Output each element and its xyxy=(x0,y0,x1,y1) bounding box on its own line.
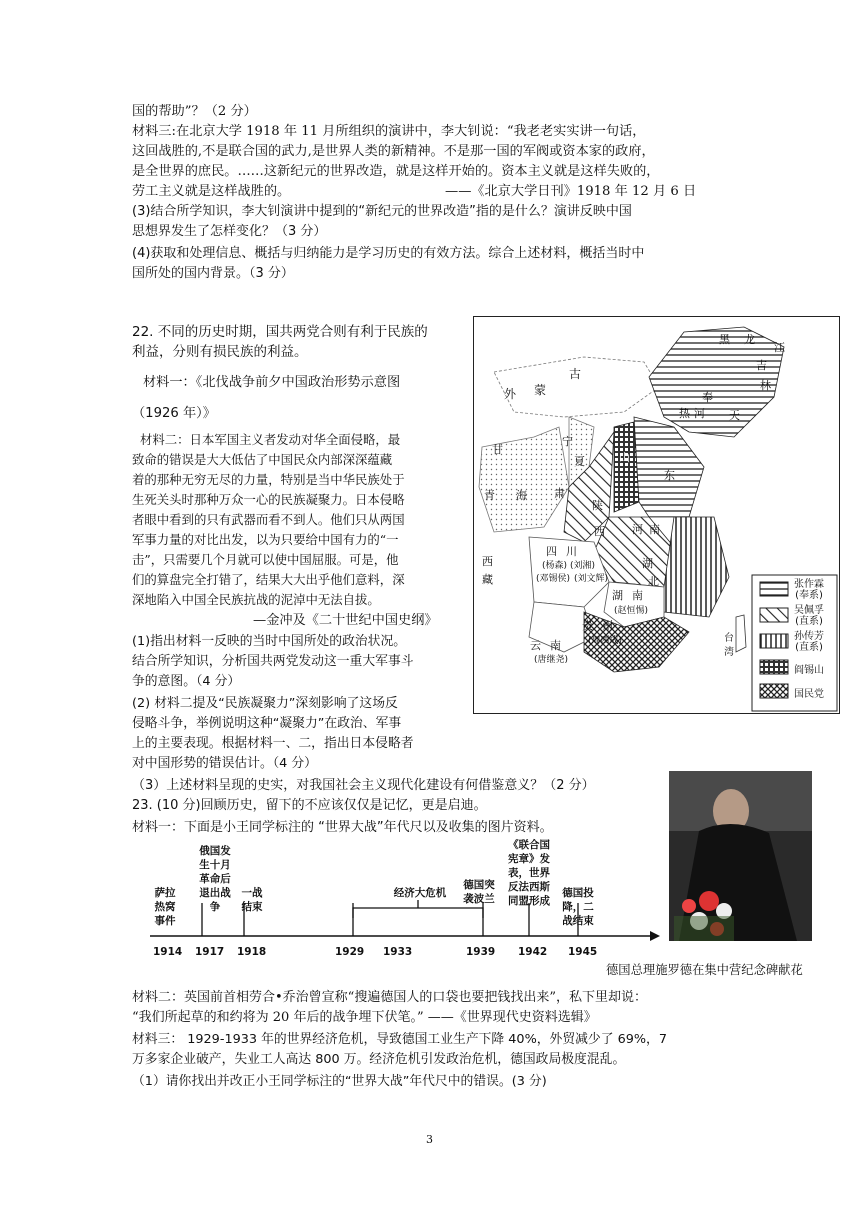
warlord-label: (唐继尧) xyxy=(534,655,569,665)
legend-sub: (奉系) xyxy=(795,590,823,601)
timeline-event: 《联合国宪章》发表，世界反法西斯同盟形成 xyxy=(508,839,550,907)
timeline-year: 1945 xyxy=(568,946,598,958)
m2-line: 材料二：日本军国主义者发动对华全面侵略，最 xyxy=(140,432,401,447)
map-label: 奉 xyxy=(702,391,713,404)
legend-name: 孙传芳 xyxy=(794,631,824,642)
legend-name: 吴佩孚 xyxy=(794,605,824,616)
timeline-event: 俄国发生十月革命后退出战争 xyxy=(199,845,231,913)
legend-entry xyxy=(794,605,824,627)
map-label: 江 xyxy=(774,341,785,354)
map-label: 西 xyxy=(594,525,605,538)
q22-q2-line3: 上的主要表现。根据材料一、二，指出日本侵略者 xyxy=(132,736,414,751)
material3-line2: 这回战胜的,不是联合国的武力,是世界人类的新精神。不是那一国的军阀或资本家的政府， xyxy=(132,144,655,159)
map-label: 云 xyxy=(530,639,541,652)
warlord-label: (刘湘) xyxy=(570,561,596,571)
map-label: 南 xyxy=(649,523,660,536)
q22-material2-source: —金冲及《二十世纪中国史纲》 xyxy=(253,613,438,628)
material3-line1: 材料三:在北京大学 1918 年 11 月所组织的演讲中，李大钊说：“我老老实实讲一句话， xyxy=(132,124,646,139)
legend-sub: (直系) xyxy=(795,642,823,653)
china-1926-map xyxy=(473,316,840,714)
map-label: 外 xyxy=(504,387,517,401)
legend-sub: (直系) xyxy=(795,616,823,627)
q23-material3-line2: 万多家企业破产，失业工人高达 800 万。经济危机引发政治危机，德国政局极度混乱。 xyxy=(132,1052,626,1067)
m2-line: 击”，只需要几个月就可以使中国屈服。可是，他 xyxy=(132,552,399,567)
m2-line: 深地陷入中国全民族抗战的泥淖中无法自拔。 xyxy=(132,592,380,607)
q23-material2-line2: “我们所起草的和约将为 20 年后的战争埋下伏笔。” ——《世界现代史资料选辑》 xyxy=(132,1010,597,1025)
q23-material1: 材料一：下面是小王同学标注的 “世界大战”年代尺以及收集的图片资料。 xyxy=(132,820,553,835)
timeline-event: 一战结束 xyxy=(241,887,263,913)
legend-name: 国民党 xyxy=(794,689,824,700)
map-label: 山 xyxy=(619,451,630,464)
map-label: 夏 xyxy=(574,455,585,468)
legend-name: 张作霖 xyxy=(794,579,824,590)
timeline-year: 1914 xyxy=(153,946,183,958)
timeline-year: 1929 xyxy=(335,946,365,958)
q22-q1-line1: (1)指出材料一反映的当时中国所处的政治状况。 xyxy=(132,634,407,649)
q23-q1: （1）请你找出并改正小王同学标注的“世界大战”年代尺中的错误。(3 分) xyxy=(132,1074,547,1089)
map-label: 河 xyxy=(632,523,643,536)
warlord-label: (赵恒惕) xyxy=(614,606,649,616)
m2-line: 生死关头时那种万众一心的民族凝聚力。日本侵略 xyxy=(132,492,405,507)
q21-4-line1: (4)获取和处理信息、概括与归纳能力是学习历史的有效方法。综合上述材料，概括当时中 xyxy=(132,246,645,261)
warlord-label: (刘文辉) xyxy=(574,574,609,584)
map-label: 黑 xyxy=(719,333,730,346)
timeline-year: 1942 xyxy=(518,946,548,958)
map-label: 天 xyxy=(729,409,740,422)
map-label: 海 xyxy=(516,489,527,502)
map-label: 西 xyxy=(482,555,493,568)
q22-material1-year: （1926 年）》 xyxy=(132,406,216,421)
map-label: 湖 xyxy=(642,557,653,570)
map-label: 贵 xyxy=(582,619,593,632)
map-label: 湖 xyxy=(612,589,623,602)
q21-3-line2: 思想界发生了怎样变化？（3 分） xyxy=(132,224,327,239)
timeline-year: 1933 xyxy=(383,946,413,958)
m2-line: 军事力量的对比出发，以为只要给中国有力的“一 xyxy=(132,532,399,547)
q22-q2-line4: 对中国形势的错误估计。（4 分） xyxy=(132,756,317,771)
q21-4-line2: 国所处的国内背景。（3 分） xyxy=(132,266,294,281)
q23-intro: 23. (10 分)回顾历史，留下的不应该仅仅是记忆，更是启迪。 xyxy=(132,798,487,813)
photo-image xyxy=(669,771,812,941)
q23-material3-line1: 材料三： 1929-1933 年的世界经济危机，导致德国工业生产下降 40%，外贸减少了 69%，7 xyxy=(132,1032,667,1047)
q21-2-tail: 国的帮助”？（2 分） xyxy=(132,104,257,119)
legend-entry xyxy=(794,631,824,653)
timeline-event: 经济大危机 xyxy=(393,887,447,899)
map-label: 北 xyxy=(648,575,659,588)
q22-q2-line1: (2) 材料二提及“民族凝聚力”深刻影响了这场反 xyxy=(132,696,398,711)
m2-line: 们的算盘完全打错了，结果大大出乎他们意料，深 xyxy=(132,572,405,587)
map-svg xyxy=(474,317,839,713)
q22-material1-title: 材料一：《北伐战争前夕中国政治形势示意图 xyxy=(143,375,401,390)
map-label: 甘 xyxy=(492,443,503,456)
map-label: 河 xyxy=(694,407,705,420)
material3-source: ——《北京大学日刊》1918 年 12 月 6 日 xyxy=(445,184,697,199)
map-label: 青 xyxy=(484,489,495,502)
map-label: 湾 xyxy=(724,647,734,658)
timeline-year: 1917 xyxy=(195,946,225,958)
m2-line: 致命的错误是大大低估了中国民众内部深深蕴藏 xyxy=(132,452,393,467)
map-label: 林 xyxy=(760,379,771,392)
map-label: 古 xyxy=(569,367,582,381)
map-label: 宁 xyxy=(562,435,573,448)
q22-material2 xyxy=(132,430,405,610)
map-label: 东 xyxy=(664,469,675,482)
map-label: 台 xyxy=(724,633,734,644)
warlord-label: (邓锡侯) xyxy=(536,574,571,584)
q22-q2-line2: 侵略斗争，举例说明这种“凝聚力”在政治、军事 xyxy=(132,716,402,731)
map-label: 热 xyxy=(679,407,690,420)
material3-line3: 是全世界的庶民。……这新纪元的世界改造，就是这样开始的。资本主义就是这样失败的， xyxy=(132,164,660,179)
timeline-event: 德国突袭波兰 xyxy=(463,879,495,905)
q22-intro-line1: 22. 不同的历史时期，国共两党合则有利于民族的 xyxy=(132,324,428,340)
world-war-timeline xyxy=(150,840,660,965)
photo-caption: 德国总理施罗德在集中营纪念碑献花 xyxy=(606,963,803,977)
page-number: 3 xyxy=(426,1133,433,1146)
timeline-event: 德国投降，二战结束 xyxy=(562,887,594,927)
map-label: 南 xyxy=(550,639,561,652)
q22-q3: （3）上述材料呈现的史实，对我国社会主义现代化建设有何借鉴意义？（2 分） xyxy=(132,778,595,793)
legend-entry xyxy=(794,579,824,601)
material3-line4: 劳工主义就是这样战胜的。 xyxy=(132,184,291,199)
map-label: 吉 xyxy=(756,359,767,372)
warlord-label: (杨森) xyxy=(542,561,568,571)
q22-intro-line2: 利益，分则有损民族的利益。 xyxy=(132,344,308,360)
map-label: 州 xyxy=(602,619,613,632)
timeline-year: 1939 xyxy=(466,946,496,958)
timeline-event: 萨拉热窝事件 xyxy=(154,887,176,927)
m2-line: 着的那种无穷无尽的力量，特别是当中华民族处于 xyxy=(132,472,405,487)
map-label: 陕 xyxy=(592,499,603,512)
legend-name: 阎锡山 xyxy=(794,665,824,676)
timeline-year: 1918 xyxy=(237,946,267,958)
map-label: 四 xyxy=(546,545,557,558)
q22-q1-line3: 争的意图。（4 分） xyxy=(132,674,241,689)
map-label: 肃 xyxy=(554,487,565,500)
warlord-label: (周西成) xyxy=(588,636,623,646)
q21-3-line1: (3)结合所学知识，李大钊演讲中提到的“新纪元的世界改造”指的是什么？演讲反映中国 xyxy=(132,204,632,219)
map-label: 川 xyxy=(566,545,577,558)
q23-material2-line1: 材料二：英国前首相劳合•乔治曾宣称“搜遍德国人的口袋也要把钱找出来”，私下里却说： xyxy=(132,990,647,1005)
map-label: 蒙 xyxy=(534,383,547,397)
m2-line: 者眼中看到的只有武器而看不到人。他们只从两国 xyxy=(132,512,405,527)
q22-q1-line2: 结合所学知识，分析国共两党发动这一重大军事斗 xyxy=(132,654,414,669)
map-label: 南 xyxy=(632,589,643,602)
map-label: 龙 xyxy=(744,333,755,346)
schroeder-photo xyxy=(669,771,812,941)
map-label: 藏 xyxy=(482,573,493,586)
